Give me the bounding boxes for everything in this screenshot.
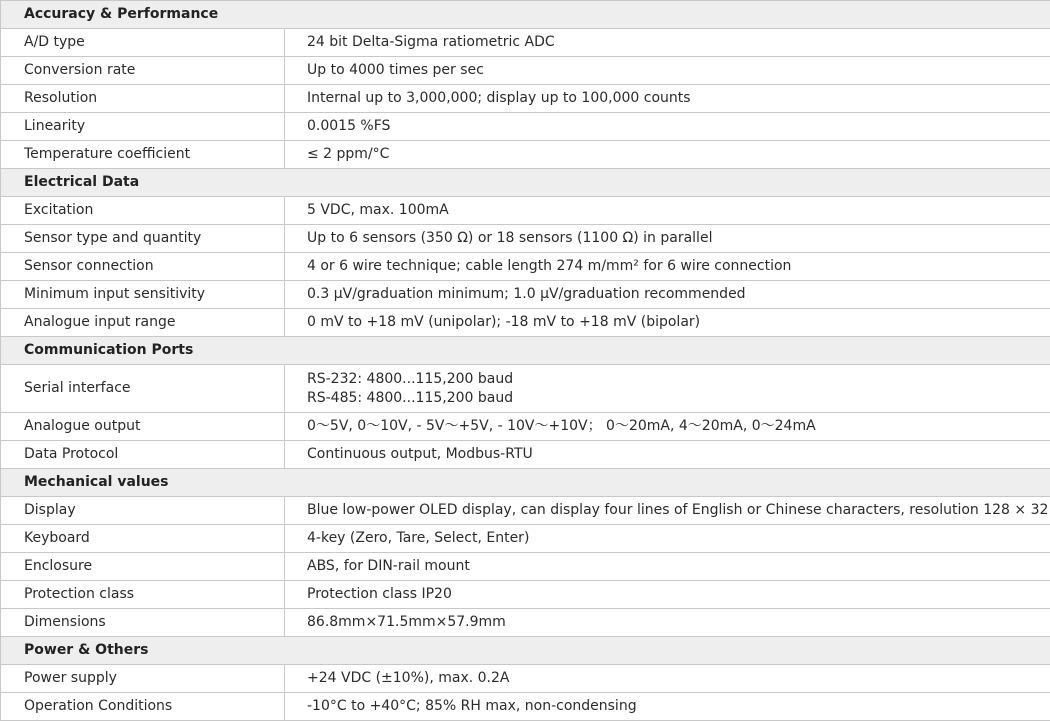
spec-value: 4 or 6 wire technique; cable length 274 m/mm² for 6 wire connection [285,253,1050,281]
spec-value: Blue low-power OLED display, can display four lines of English or Chinese characters, resolution 128 × 32 [285,497,1050,525]
spec-row-data-protocol [1,441,1050,469]
spec-label: Minimum input sensitivity [1,281,285,309]
spec-label: Dimensions [1,609,285,637]
section-title: Mechanical values [1,469,1050,497]
spec-row-serial-interface [1,365,1050,413]
spec-label: Sensor type and quantity [1,225,285,253]
spec-value: Up to 4000 times per sec [285,57,1050,85]
spec-value-line-rs485: RS-485: 4800...115,200 baud [307,389,1050,408]
spec-label: A/D type [1,29,285,57]
section-header-communication-ports [1,337,1050,365]
spec-label: Enclosure [1,553,285,581]
spec-value: Internal up to 3,000,000; display up to 100,000 counts [285,85,1050,113]
spec-row-keyboard [1,525,1050,553]
spec-label: Conversion rate [1,57,285,85]
spec-row-sensor-connection [1,253,1050,281]
spec-label: Keyboard [1,525,285,553]
spec-label: Serial interface [1,365,285,413]
spec-value: -10°C to +40°C; 85% RH max, non-condensing [285,693,1050,721]
spec-row-conversion-rate [1,57,1050,85]
section-title: Accuracy & Performance [1,1,1050,29]
spec-row-protection-class [1,581,1050,609]
spec-value: 4-key (Zero, Tare, Select, Enter) [285,525,1050,553]
spec-value: +24 VDC (±10%), max. 0.2A [285,665,1050,693]
section-title: Communication Ports [1,337,1050,365]
spec-label: Excitation [1,197,285,225]
spec-row-operation-conditions [1,693,1050,721]
spec-row-resolution [1,85,1050,113]
spec-row-enclosure [1,553,1050,581]
spec-row-analogue-output [1,413,1050,441]
spec-label: Temperature coefficient [1,141,285,169]
spec-label: Sensor connection [1,253,285,281]
spec-row-sensor-type [1,225,1050,253]
spec-value: 0.3 μV/graduation minimum; 1.0 μV/graduation recommended [285,281,1050,309]
spec-row-display [1,497,1050,525]
section-title: Power & Others [1,637,1050,665]
spec-value: 86.8mm×71.5mm×57.9mm [285,609,1050,637]
spec-row-analogue-input-range [1,309,1050,337]
spec-label: Operation Conditions [1,693,285,721]
spec-value: Protection class IP20 [285,581,1050,609]
spec-row-power-supply [1,665,1050,693]
section-header-accuracy-performance [1,1,1050,29]
spec-value: Continuous output, Modbus-RTU [285,441,1050,469]
spec-table-body [1,1,1050,721]
section-header-mechanical-values [1,469,1050,497]
spec-value [285,365,1050,413]
section-header-electrical-data [1,169,1050,197]
spec-label: Analogue output [1,413,285,441]
spec-value: Up to 6 sensors (350 Ω) or 18 sensors (1100 Ω) in parallel [285,225,1050,253]
section-title: Electrical Data [1,169,1050,197]
spec-label: Resolution [1,85,285,113]
spec-label: Linearity [1,113,285,141]
spec-value: 0～5V, 0～10V, - 5V～+5V, - 10V～+10V； 0～20mA, 4～20mA, 0～24mA [285,413,1050,441]
spec-value-line-rs232: RS-232: 4800...115,200 baud [307,370,1050,389]
spec-label: Data Protocol [1,441,285,469]
spec-row-linearity [1,113,1050,141]
spec-label: Display [1,497,285,525]
section-header-power-others [1,637,1050,665]
spec-label: Protection class [1,581,285,609]
spec-value: 5 VDC, max. 100mA [285,197,1050,225]
spec-label: Power supply [1,665,285,693]
spec-row-excitation [1,197,1050,225]
spec-row-ad-type [1,29,1050,57]
spec-row-dimensions [1,609,1050,637]
spec-value: ≤ 2 ppm/°C [285,141,1050,169]
spec-label: Analogue input range [1,309,285,337]
spec-value: ABS, for DIN-rail mount [285,553,1050,581]
spec-value: 24 bit Delta-Sigma ratiometric ADC [285,29,1050,57]
spec-row-min-input-sensitivity [1,281,1050,309]
spec-value: 0.0015 %FS [285,113,1050,141]
spec-value: 0 mV to +18 mV (unipolar); -18 mV to +18 mV (bipolar) [285,309,1050,337]
spec-row-temperature-coefficient [1,141,1050,169]
